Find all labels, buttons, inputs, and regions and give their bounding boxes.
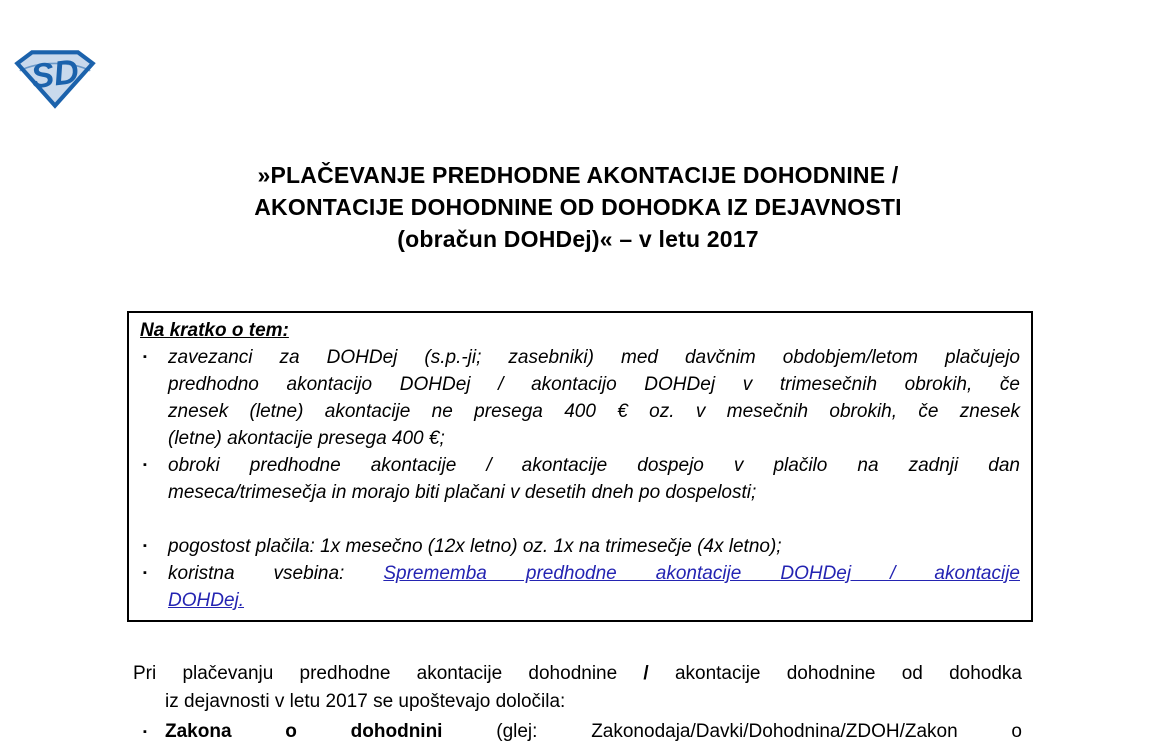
sd-shield-logo-icon: [14, 49, 96, 109]
summary-bullet-2: [140, 452, 1020, 506]
body-bullet-zakon: [133, 718, 1022, 746]
summary-bullet-1: [140, 344, 1020, 452]
sprememba-akontacije-link[interactable]: Sprememba predhodne akontacije DOHDej / akontacije: [383, 563, 1020, 584]
square-bullet-icon: ▪: [143, 726, 147, 738]
summary-box-heading: Na kratko o tem:: [140, 320, 289, 341]
bullet-1-line-4: (letne) akontacije presega 400 €;: [168, 428, 445, 449]
bullet-4-line-1: [168, 560, 1020, 587]
title-line-1: »PLAČEVANJE PREDHODNE AKONTACIJE DOHODNINE /: [257, 162, 899, 188]
logo-letters: SD: [28, 52, 81, 97]
zakon-o-dohodnini-bold: Zakona o dohodnini: [165, 721, 443, 742]
summary-box: [127, 311, 1033, 622]
title-line-3: (obračun DOHDej)« – v letu 2017: [397, 226, 759, 252]
sd-shield-logo: [14, 49, 96, 109]
square-bullet-icon: ▪: [143, 351, 147, 363]
summary-bullet-3: [140, 533, 1020, 560]
bullet-4-prefix: koristna vsebina:: [168, 563, 345, 584]
body-paragraph-bold-slash: /: [643, 663, 649, 684]
bullet-1-line-3: znesek (letne) akontacije ne presega 400 € oz. v mesečnih obrokih, če znesek: [168, 401, 1020, 422]
title-line-2: AKONTACIJE DOHODNINE OD DOHODKA IZ DEJAVNOSTI: [254, 194, 902, 220]
body-paragraph-seg-1: Pri plačevanju predhodne akontacije dohodnine: [133, 663, 644, 684]
body-paragraph-line-2: iz dejavnosti v letu 2017 se upoštevajo določila:: [165, 691, 566, 712]
body-section: [133, 660, 1022, 746]
square-bullet-icon: ▪: [143, 567, 147, 579]
summary-bullet-4: [140, 560, 1020, 614]
zakon-reference-text: (glej: Zakonodaja/Davki/Dohodnina/ZDOH/Zakon o: [442, 721, 1022, 742]
document-title: [133, 159, 1023, 255]
bullet-2-line-1: obroki predhodne akontacije / akontacije dospejo v plačilo na zadnji dan: [168, 455, 1020, 476]
square-bullet-icon: ▪: [143, 540, 147, 552]
bullet-3-line-1: pogostost plačila: 1x mesečno (12x letno) oz. 1x na trimesečje (4x letno);: [168, 536, 782, 557]
bullet-1-line-2: predhodno akontacijo DOHDej / akontacijo DOHDej v trimesečnih obrokih, če: [168, 374, 1020, 395]
square-bullet-icon: ▪: [143, 459, 147, 471]
sprememba-akontacije-link-continued[interactable]: DOHDej.: [168, 590, 245, 611]
bullet-2-line-2: meseca/trimesečja in morajo biti plačani v desetih dneh po dospelosti;: [168, 482, 757, 503]
bullet-4-line-2: [168, 587, 1020, 614]
body-bullet-line: [165, 718, 1022, 746]
body-paragraph-seg-2: akontacije dohodnine od dohodka: [648, 663, 1022, 684]
bullet-1-line-1: zavezanci za DOHDej (s.p.-ji; zasebniki) med davčnim obdobjem/letom plačujejo: [168, 347, 1020, 368]
blank-line: [140, 506, 1020, 533]
body-paragraph-line-1: [133, 660, 1022, 688]
